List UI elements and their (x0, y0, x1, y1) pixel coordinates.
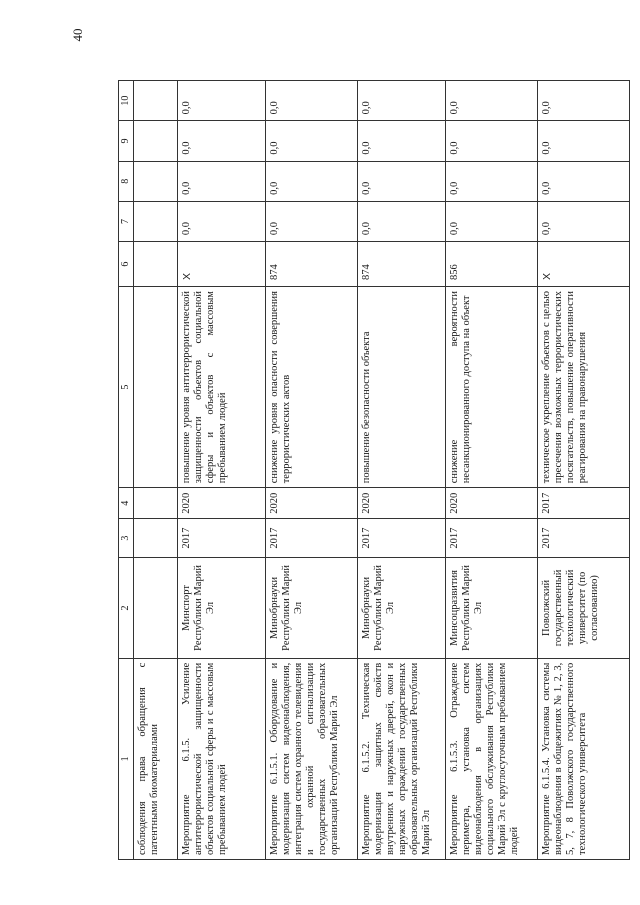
value-9: 0,0 (538, 121, 630, 161)
start-year: 2017 (446, 519, 538, 558)
header-row (119, 81, 134, 860)
measure-name: Мероприятие 6.1.5.4. Установка системы видеонаблюдения в общежитиях № 1, 2, 3, 5, 7, 8 Поволжского государственного технологического университета (538, 658, 630, 859)
value-7: 0,0 (178, 201, 266, 241)
rotated-table-container (118, 80, 628, 860)
executor: Поволжский государственный технологический университет (по согласованию) (538, 558, 630, 659)
header-col-7: 7 (119, 201, 134, 241)
value-10: 0,0 (538, 81, 630, 121)
header-col-9: 9 (119, 121, 134, 161)
header-col-8: 8 (119, 161, 134, 201)
table-row (358, 81, 446, 860)
table-row (266, 81, 358, 860)
header-col-4: 4 (119, 488, 134, 519)
code: Х (538, 242, 630, 287)
end-year: 2020 (446, 488, 538, 519)
executor: Минспорт Республики Марий Эл (178, 558, 266, 659)
header-col-6: 6 (119, 242, 134, 287)
code: Х (178, 242, 266, 287)
value-9: 0,0 (358, 121, 446, 161)
measure-name: Мероприятие 6.1.5.3. Ограждение периметра, установка систем видеонаблюдения в организациях социального обслуживания Республики Марий Эл с круглосуточным пребыванием людей (446, 658, 538, 859)
value-8: 0,0 (178, 161, 266, 201)
start-year: 2017 (538, 519, 630, 558)
measures-table (118, 80, 630, 860)
start-year: 2017 (178, 519, 266, 558)
continuation-cell: соблюдения права обращения с патентными биоматериалами (134, 658, 178, 859)
table-row (446, 81, 538, 860)
end-year: 2020 (178, 488, 266, 519)
value-10: 0,0 (178, 81, 266, 121)
value-9: 0,0 (446, 121, 538, 161)
value-8: 0,0 (358, 161, 446, 201)
code: 856 (446, 242, 538, 287)
expected-result: техническое укрепление объектов с целью пресечения возможных террористических посягательств, повышение оперативности реагирования на правонарушения (538, 287, 630, 488)
value-8: 0,0 (446, 161, 538, 201)
expected-result: снижение уровня опасности совершения террористических актов (266, 287, 358, 488)
end-year: 2020 (266, 488, 358, 519)
table-row (538, 81, 630, 860)
page-number: 40 (70, 28, 85, 42)
expected-result: повышение уровня антитеррористической защищенности объектов социальной сферы и объектов с массовым пребыванием людей (178, 287, 266, 488)
value-7: 0,0 (266, 201, 358, 241)
header-col-10: 10 (119, 81, 134, 121)
continuation-row (134, 81, 178, 860)
value-10: 0,0 (266, 81, 358, 121)
header-col-5: 5 (119, 287, 134, 488)
value-7: 0,0 (358, 201, 446, 241)
expected-result: повышение безопасности объекта (358, 287, 446, 488)
header-col-2: 2 (119, 558, 134, 659)
value-8: 0,0 (266, 161, 358, 201)
value-9: 0,0 (178, 121, 266, 161)
end-year: 2017 (538, 488, 630, 519)
executor: Минобрнауки Республики Марий Эл (358, 558, 446, 659)
start-year: 2017 (266, 519, 358, 558)
value-8: 0,0 (538, 161, 630, 201)
code: 874 (266, 242, 358, 287)
executor: Минобрнауки Республики Марий Эл (266, 558, 358, 659)
measure-name: Мероприятие 6.1.5. Усиление антитеррористической защищенности объектов социальной сферы и с массовым пребыванием людей (178, 658, 266, 859)
header-col-3: 3 (119, 519, 134, 558)
expected-result: снижение вероятности несанкционированного доступа на объект (446, 287, 538, 488)
value-7: 0,0 (446, 201, 538, 241)
value-10: 0,0 (446, 81, 538, 121)
value-7: 0,0 (538, 201, 630, 241)
end-year: 2020 (358, 488, 446, 519)
value-9: 0,0 (266, 121, 358, 161)
header-col-1: 1 (119, 658, 134, 859)
start-year: 2017 (358, 519, 446, 558)
measure-name: Мероприятие 6.1.5.1. Оборудование и модернизация систем видеонаблюдения, интеграция систем охранного телевидения и охранной сигнализации государственных образовательных организаций Республики Марий Эл (266, 658, 358, 859)
value-10: 0,0 (358, 81, 446, 121)
executor: Минсоцразвития Республики Марий Эл (446, 558, 538, 659)
measure-name: Мероприятие 6.1.5.2. Техническая модернизация защитных свойств внутренних и наружных дверей, окон и наружных ограждений государственных образовательных организаций Республики Марий Эл (358, 658, 446, 859)
code: 874 (358, 242, 446, 287)
table-row (178, 81, 266, 860)
